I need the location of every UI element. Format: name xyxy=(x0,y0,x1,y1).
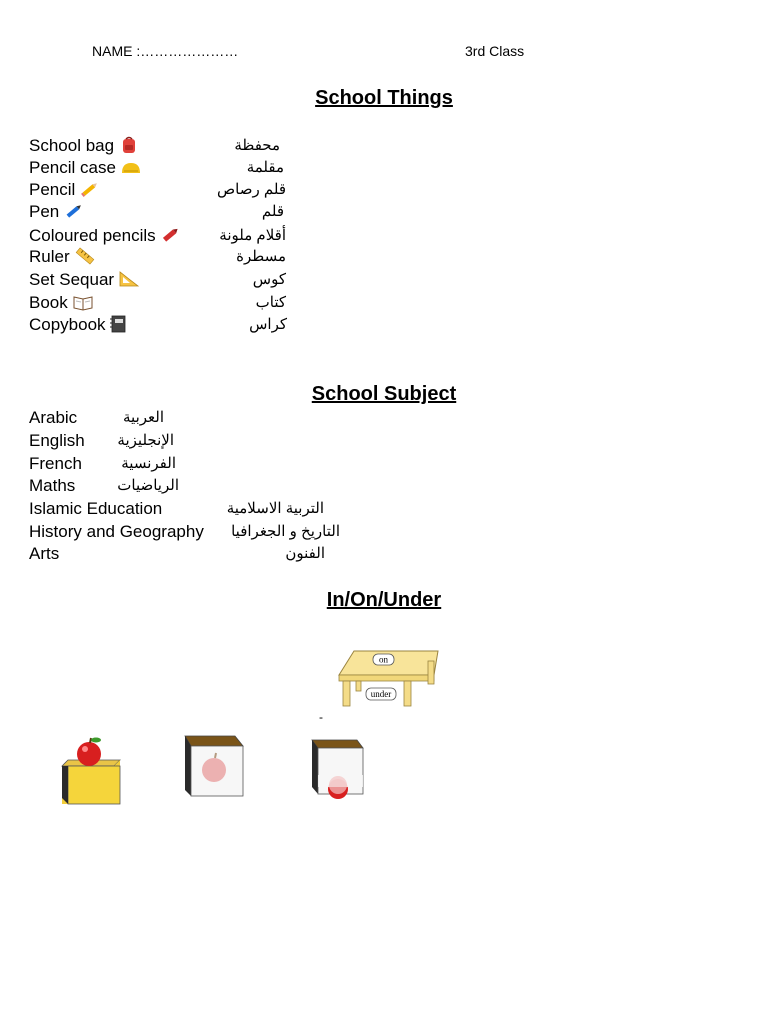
list-item xyxy=(0,453,768,475)
set-square-icon xyxy=(118,270,140,288)
pen-icon xyxy=(63,202,85,220)
item-arabic: التربية الاسلامية xyxy=(226,500,324,517)
list-item xyxy=(0,521,768,543)
item-english: Coloured pencils xyxy=(29,226,156,245)
apple xyxy=(77,742,101,766)
crayon-icon xyxy=(160,226,182,244)
class-label: 3rd Class xyxy=(465,43,525,59)
table-leg xyxy=(356,681,361,691)
table-illustration xyxy=(334,645,444,711)
list-item xyxy=(0,475,768,497)
pencil-icon xyxy=(79,180,101,198)
list-item xyxy=(0,225,768,247)
box-top xyxy=(185,736,243,746)
under-label: under xyxy=(370,689,392,699)
apple-faded xyxy=(329,776,347,794)
apple-stem xyxy=(215,753,216,758)
apple-stem xyxy=(90,738,91,743)
school-things-title: School Things xyxy=(315,87,453,109)
item-arabic: كراس xyxy=(249,316,287,333)
item-arabic: مقلمة xyxy=(246,159,284,176)
box-top xyxy=(312,740,363,748)
apple-leaf xyxy=(91,738,101,743)
box-side xyxy=(312,740,318,794)
box-side xyxy=(62,766,68,804)
item-english: Islamic Education xyxy=(29,499,163,518)
list-item xyxy=(0,201,768,223)
list-item xyxy=(0,135,768,157)
item-english: Set Sequar xyxy=(29,270,115,289)
item-arabic: قلم رصاص xyxy=(217,181,286,198)
list-item xyxy=(0,246,768,268)
notebook-icon xyxy=(107,315,129,333)
list-item xyxy=(0,157,768,179)
backpack-icon xyxy=(118,136,140,154)
list-item xyxy=(0,269,768,291)
pencil-case-icon xyxy=(120,158,142,176)
on-label: on xyxy=(379,654,388,665)
item-arabic: قلم xyxy=(261,203,284,220)
item-english: Pen xyxy=(29,202,60,221)
item-english: Pencil case xyxy=(29,158,116,177)
item-arabic: الفنون xyxy=(285,545,325,562)
item-english: School bag xyxy=(29,136,115,155)
item-arabic: الإنجليزية xyxy=(117,432,174,449)
item-arabic: العربية xyxy=(123,409,164,426)
apple-on-box xyxy=(56,734,126,808)
ruler-icon xyxy=(74,247,96,265)
list-item xyxy=(0,543,768,565)
box-front xyxy=(68,766,120,804)
item-arabic: التاريخ و الجغرافيا xyxy=(231,523,340,540)
box-side xyxy=(185,736,191,796)
table-leg xyxy=(404,681,411,706)
item-english: Ruler xyxy=(29,247,70,266)
item-english: Arabic xyxy=(29,408,78,427)
apple-under-box xyxy=(309,737,369,801)
apple xyxy=(202,758,226,782)
item-arabic: محفظة xyxy=(234,137,280,154)
list-item xyxy=(0,407,768,429)
table-leg xyxy=(343,681,350,706)
table-edge xyxy=(339,675,434,681)
item-english: Arts xyxy=(29,544,60,563)
item-english: English xyxy=(29,431,85,450)
item-arabic: كوس xyxy=(252,271,286,288)
name-label: NAME :………………… xyxy=(92,43,239,59)
item-arabic: مسطرة xyxy=(236,248,286,265)
apple-shine xyxy=(82,746,88,752)
item-english: French xyxy=(29,454,82,473)
item-english: Copybook xyxy=(29,315,106,334)
item-english: History and Geography xyxy=(29,522,204,541)
school-subject-title: School Subject xyxy=(311,383,457,405)
list-item xyxy=(0,314,768,336)
item-english: Book xyxy=(29,293,68,312)
in-on-under-title: In/On/Under xyxy=(326,589,442,611)
item-arabic: أقلام ملونة xyxy=(219,227,286,244)
item-english: Pencil xyxy=(29,180,76,199)
dash-mark: - xyxy=(319,710,323,724)
list-item xyxy=(0,292,768,314)
item-arabic: كتاب xyxy=(255,294,286,311)
table-leg xyxy=(428,661,434,684)
item-arabic: الفرنسية xyxy=(121,455,176,472)
book-icon xyxy=(72,293,94,311)
list-item xyxy=(0,179,768,201)
list-item xyxy=(0,430,768,452)
apple-in-box xyxy=(181,732,247,800)
list-item xyxy=(0,498,768,520)
item-english: Maths xyxy=(29,476,76,495)
item-arabic: الرياضيات xyxy=(117,477,179,494)
